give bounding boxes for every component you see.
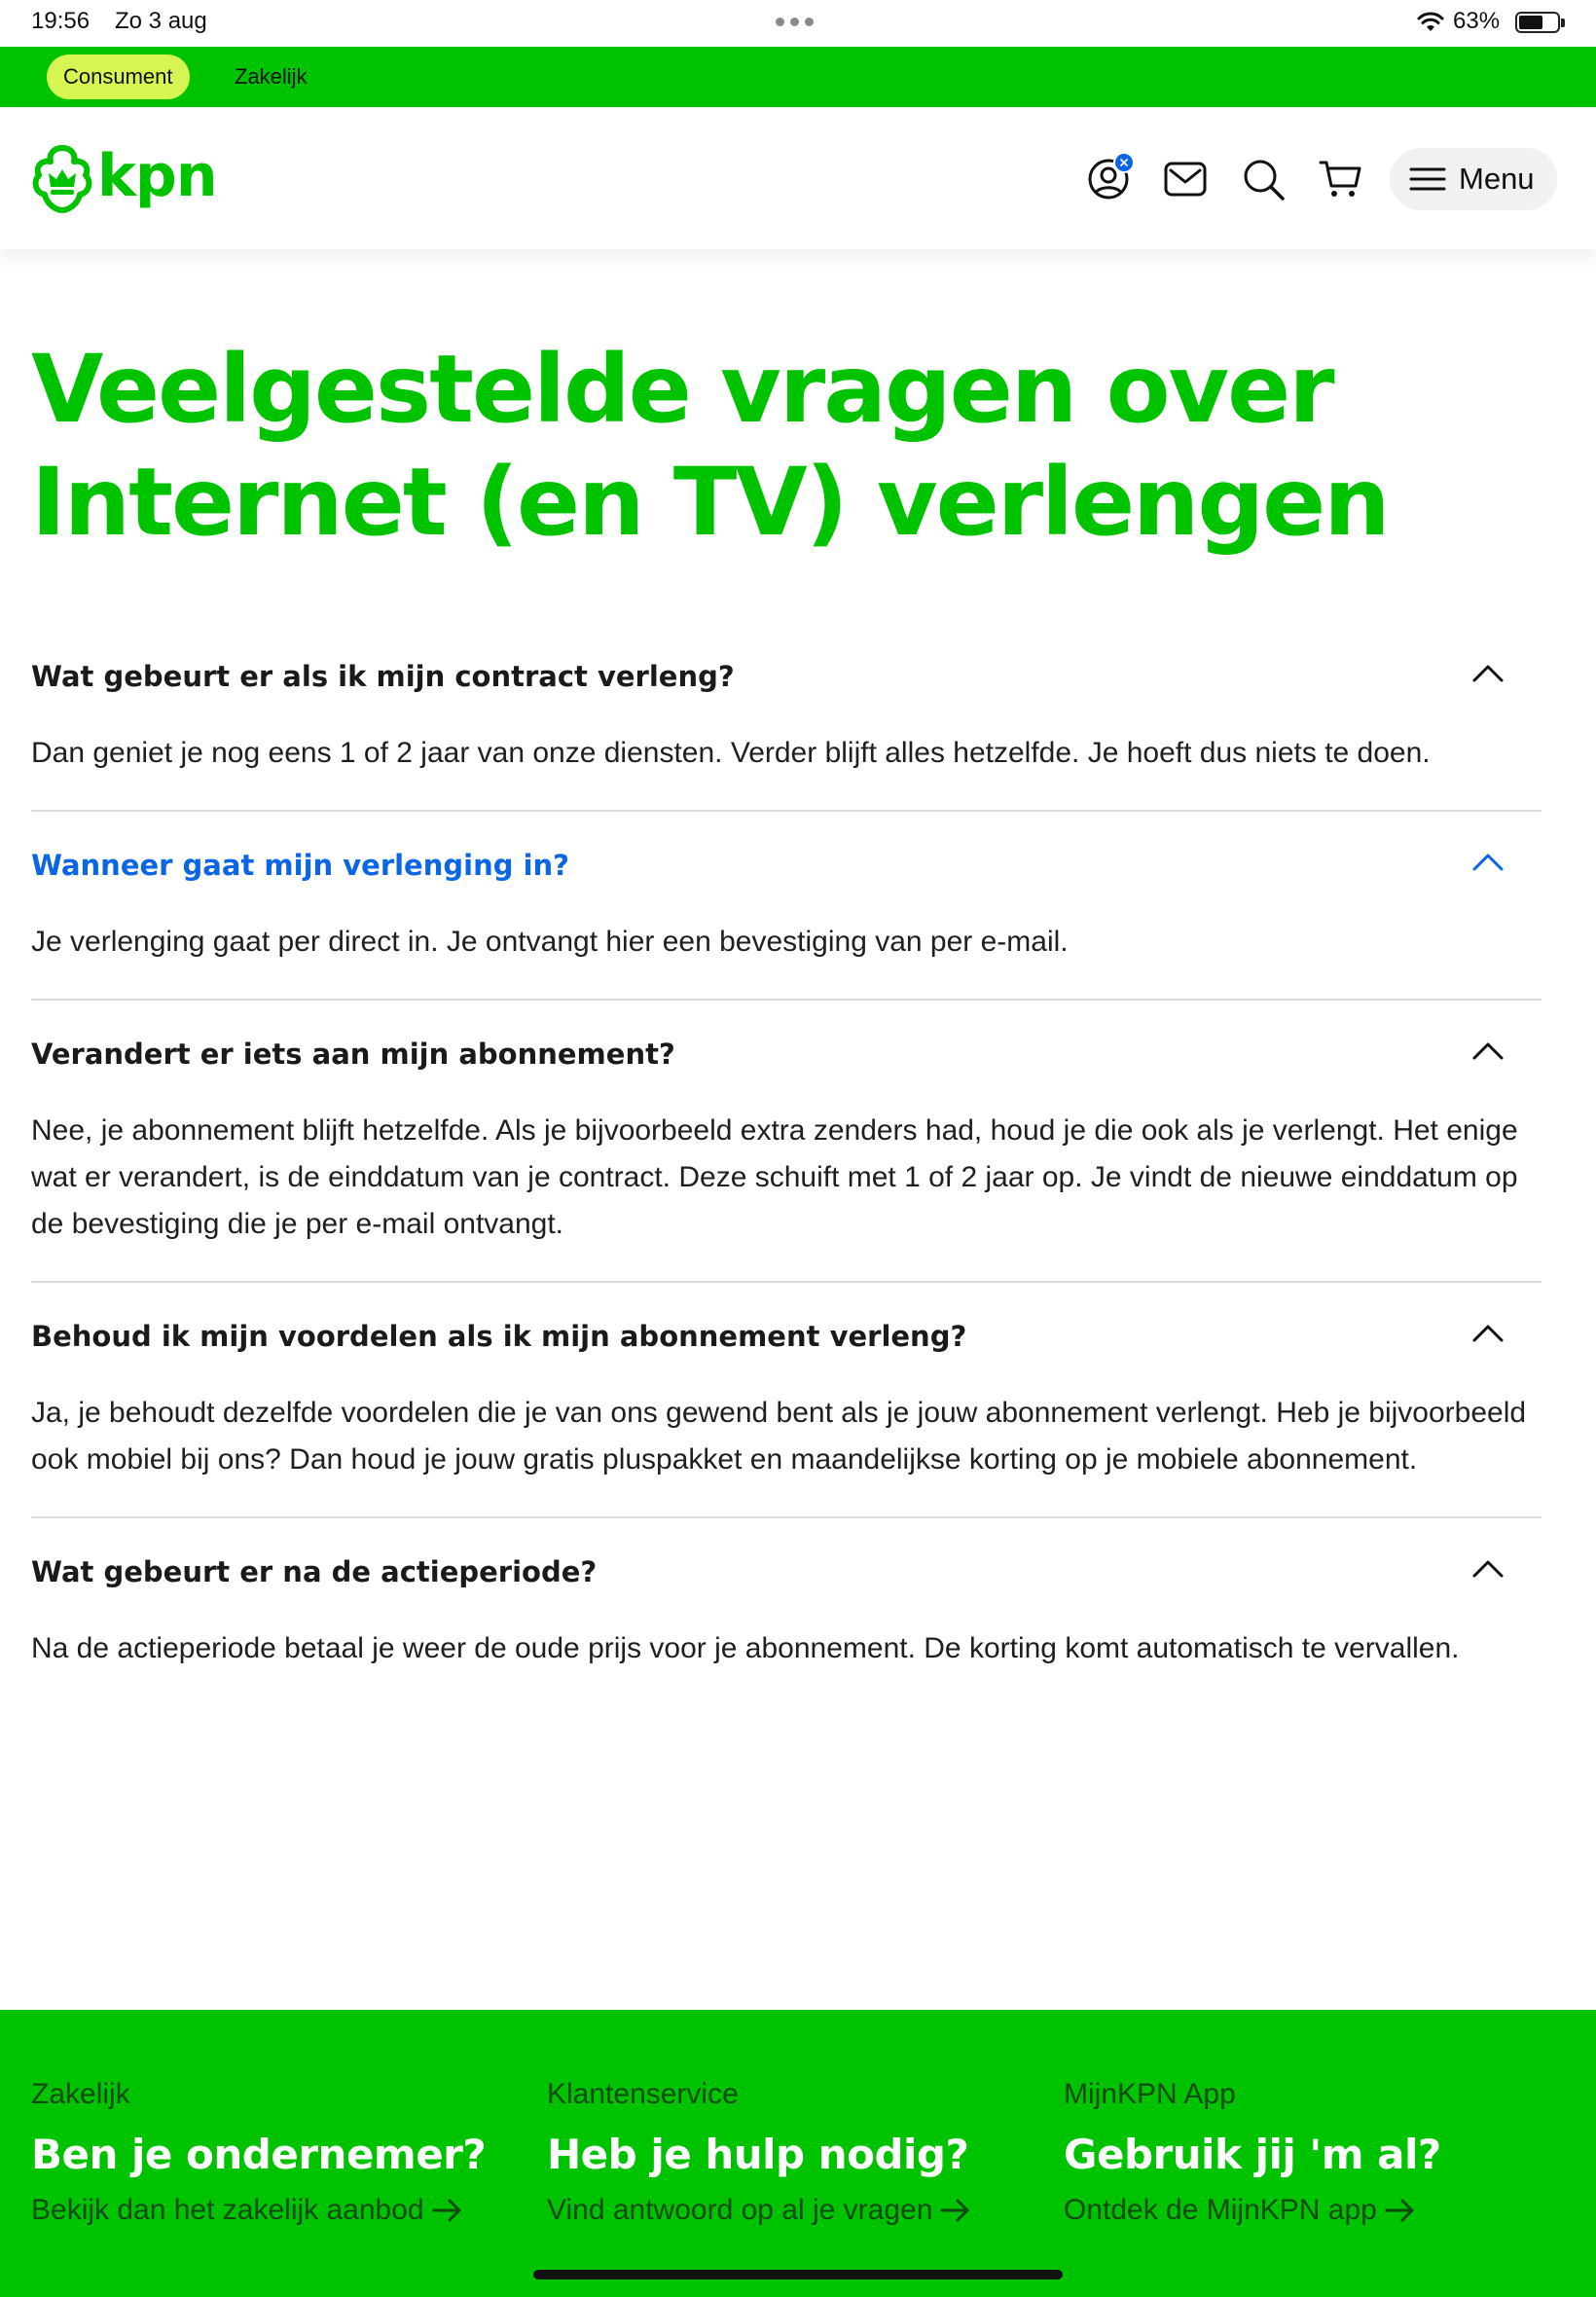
battery-percentage: 63% bbox=[1453, 8, 1501, 34]
chevron-up-icon bbox=[1471, 1039, 1505, 1063]
faq-answer: Dan geniet je nog eens 1 of 2 jaar van onze diensten. Verder blijft alles hetzelfde. Je hoeft dus niets te doen. bbox=[31, 737, 1431, 769]
menu-button[interactable] bbox=[1390, 148, 1557, 210]
faq-question-toggle[interactable] bbox=[31, 812, 1542, 919]
chevron-up-icon bbox=[1471, 1322, 1505, 1345]
footer-link-app[interactable] bbox=[1064, 2194, 1441, 2227]
status-date: Zo 3 aug bbox=[115, 8, 207, 34]
footer-link-text: Vind antwoord op al je vragen bbox=[547, 2194, 933, 2226]
footer bbox=[0, 2010, 1596, 2297]
mail-button[interactable] bbox=[1162, 156, 1209, 202]
logo-wordmark: kpn bbox=[97, 142, 217, 210]
faq-question: Wat gebeurt er als ik mijn contract verleng? bbox=[31, 660, 735, 693]
cart-button[interactable] bbox=[1318, 156, 1364, 202]
faq-answer: Je verlenging gaat per direct in. Je ontvangt hier een bevestiging van per e-mail. bbox=[31, 926, 1069, 958]
faq-list bbox=[31, 623, 1542, 1705]
faq-item bbox=[31, 1518, 1542, 1705]
status-time: 19:56 bbox=[31, 8, 91, 34]
account-button[interactable] bbox=[1085, 156, 1132, 202]
faq-item bbox=[31, 623, 1542, 812]
faq-answer: Na de actieperiode betaal je weer de oude prijs voor je abonnement. De korting komt automatisch te vervallen. bbox=[31, 1632, 1460, 1664]
mail-icon bbox=[1163, 157, 1208, 201]
faq-answer: Ja, je behoudt dezelfde voordelen die je van ons gewend bent als je jouw abonnement verlengt. Heb je bijvoorbeeld ook mobiel bij ons? Dan houd je jouw gratis pluspakket en maandelijkse korting op je mobiele abonnement. bbox=[31, 1397, 1527, 1476]
chevron-up-icon bbox=[1471, 851, 1505, 874]
segment-zakelijk[interactable]: Zakelijk bbox=[235, 64, 308, 89]
segment-bar bbox=[0, 47, 1596, 107]
faq-question: Wanneer gaat mijn verlenging in? bbox=[31, 849, 569, 882]
faq-question-toggle[interactable] bbox=[31, 1001, 1542, 1108]
footer-link-zakelijk[interactable] bbox=[31, 2194, 486, 2227]
arrow-right-icon bbox=[940, 2197, 971, 2224]
footer-label: MijnKPN App bbox=[1064, 2078, 1236, 2110]
footer-link-text: Ontdek de MijnKPN app bbox=[1064, 2194, 1377, 2226]
footer-link-text: Bekijk dan het zakelijk aanbod bbox=[31, 2194, 424, 2226]
faq-item bbox=[31, 812, 1542, 1001]
notification-badge-icon bbox=[1113, 152, 1135, 173]
arrow-right-icon bbox=[1385, 2197, 1416, 2224]
footer-label: Zakelijk bbox=[31, 2078, 130, 2110]
search-button[interactable] bbox=[1240, 156, 1287, 202]
footer-link-klantenservice[interactable] bbox=[547, 2194, 971, 2227]
wifi-icon bbox=[1416, 10, 1445, 33]
kpn-crown-icon bbox=[29, 142, 95, 216]
faq-question-toggle[interactable] bbox=[31, 623, 1542, 730]
faq-question: Behoud ik mijn voordelen als ik mijn abonnement verleng? bbox=[31, 1320, 967, 1353]
faq-question-toggle[interactable] bbox=[31, 1518, 1542, 1625]
footer-label: Klantenservice bbox=[547, 2078, 739, 2110]
footer-col-klantenservice bbox=[547, 2078, 971, 2227]
search-icon bbox=[1241, 157, 1286, 201]
faq-item bbox=[31, 1001, 1542, 1283]
site-header bbox=[0, 107, 1596, 249]
faq-answer: Nee, je abonnement blijft hetzelfde. Als je bijvoorbeeld extra zenders had, houd je die ook als je verlengt. Het enige wat er verandert, is de einddatum van je contract. Deze schuift met 1 of 2 jaar op. Je vindt de nieuwe einddatum op de bevestiging die je per e-mail ontvangt. bbox=[31, 1114, 1518, 1240]
faq-question: Verandert er iets aan mijn abonnement? bbox=[31, 1038, 675, 1071]
battery-icon bbox=[1515, 12, 1560, 33]
hamburger-icon bbox=[1409, 165, 1446, 193]
faq-question-toggle[interactable] bbox=[31, 1283, 1542, 1390]
segment-consument[interactable]: Consument bbox=[47, 55, 190, 99]
home-indicator[interactable] bbox=[533, 2270, 1063, 2279]
chevron-up-icon bbox=[1471, 662, 1505, 685]
page-title: Veelgestelde vragen over Internet (en TV) verlengen bbox=[31, 335, 1389, 557]
faq-item bbox=[31, 1283, 1542, 1518]
footer-col-zakelijk bbox=[31, 2078, 486, 2227]
footer-heading: Gebruik jij 'm al? bbox=[1064, 2131, 1441, 2178]
footer-col-app bbox=[1064, 2078, 1441, 2227]
status-bar bbox=[0, 0, 1596, 47]
menu-label: Menu bbox=[1459, 162, 1535, 196]
chevron-up-icon bbox=[1471, 1557, 1505, 1581]
footer-heading: Ben je ondernemer? bbox=[31, 2131, 487, 2178]
multitasking-dots-icon[interactable] bbox=[776, 18, 814, 26]
faq-question: Wat gebeurt er na de actieperiode? bbox=[31, 1555, 598, 1588]
footer-heading: Heb je hulp nodig? bbox=[547, 2131, 969, 2178]
arrow-right-icon bbox=[432, 2197, 463, 2224]
kpn-logo[interactable] bbox=[29, 140, 224, 218]
cart-icon bbox=[1319, 157, 1363, 201]
